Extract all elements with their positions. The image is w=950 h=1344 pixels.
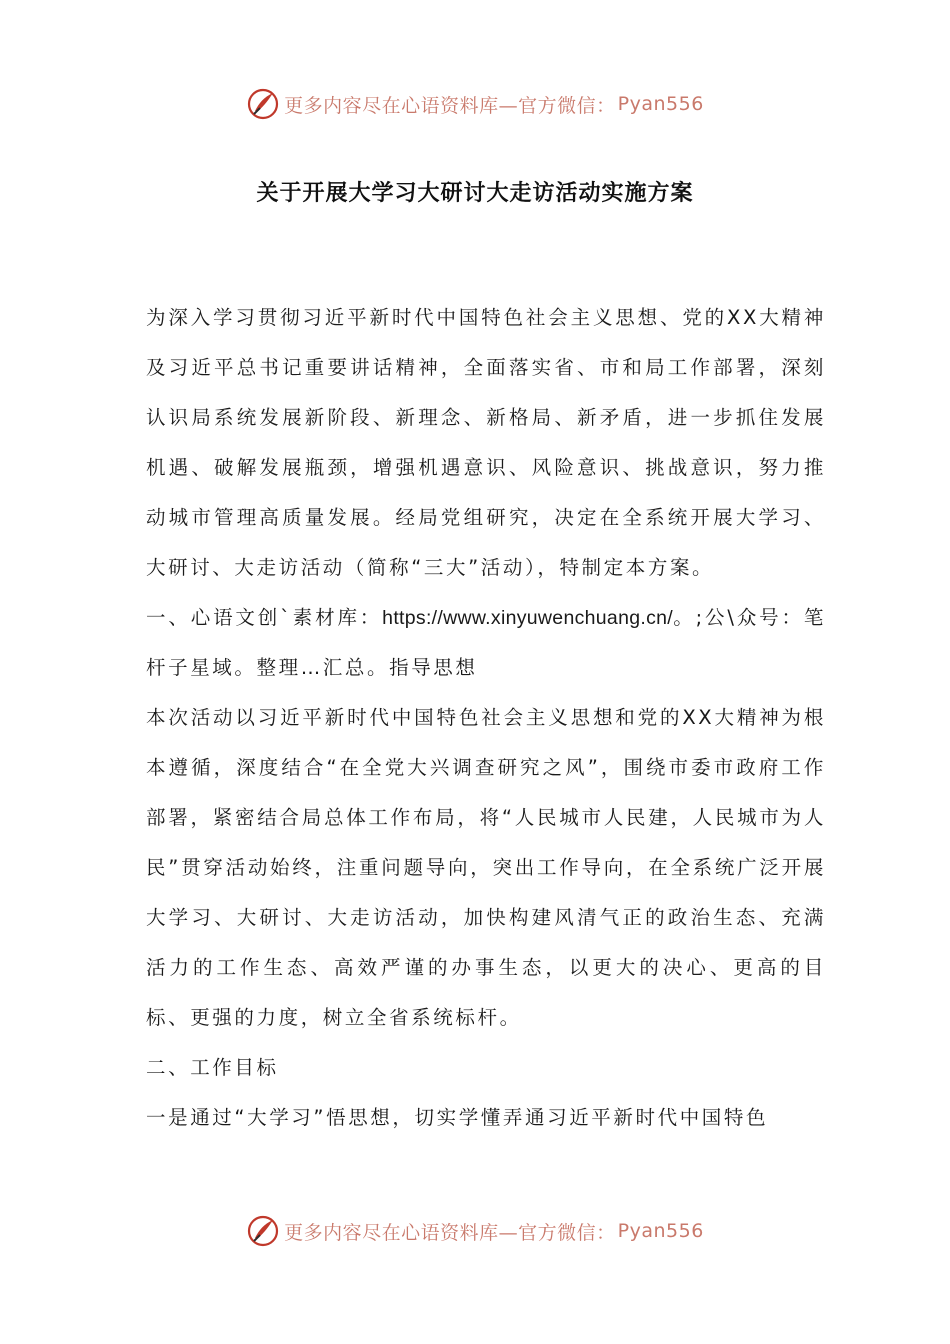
section2-paragraph: 一是通过“大学习”悟思想，切实学懂弄通习近平新时代中国特色 (146, 1106, 769, 1129)
section1-suffix: 。;公\众号：笔杆子星域。整理…汇总。指导思想 (146, 606, 826, 679)
section2-heading: 二、工作目标 (146, 1056, 279, 1079)
footer-banner-text: 更多内容尽在心语资料库—官方微信： (284, 1221, 616, 1244)
document-title: 关于开展大学习大研讨大走访活动实施方案 (256, 181, 694, 206)
intro-paragraph: 为深入学习贯彻习近平新时代中国特色社会主义思想、党的XX大精神及习近平总书记重要讲话精神，全面落实省、市和局工作部署，深刻认识局系统发展新阶段、新理念、新格局、新矛盾，进一步抓住发展机遇、破解发展瓶颈，增强机遇意识、风险意识、挑战意识，努力推动城市管理高质量发展。经局党组研究，决定在全系统开展大学习、大研讨、大走访活动（简称“三大”活动），特制定本方案。 (146, 306, 826, 579)
section1-heading (146, 593, 826, 693)
source-url-link[interactable]: https://www.xinyuwenchuang.cn/ (382, 607, 673, 629)
document-body (146, 293, 826, 1143)
section1-paragraph: 本次活动以习近平新时代中国特色社会主义思想和党的XX大精神为根本遵循，深度结合“在全党大兴调查研究之风”，围绕市委市政府工作部署，紧密结合局总体工作布局，将“人民城市人民建，人民城市为人民”贯穿活动始终，注重问题导向，突出工作导向，在全系统广泛开展大学习、大研讨、大走访活动，加快构建风清气正的政治生态、充满活力的工作生态、高效严谨的办事生态，以更大的决心、更高的目标、更强的力度，树立全省系统标杆。 (146, 706, 826, 1029)
section1-prefix: 一、心语文创`素材库： (146, 606, 383, 629)
footer-wechat-id: Pyan556 (617, 1220, 704, 1242)
header-wechat-id: Pyan556 (617, 93, 704, 115)
quill-logo-icon (246, 87, 280, 121)
header-banner (0, 84, 950, 124)
quill-logo-icon (246, 1214, 280, 1248)
header-banner-text: 更多内容尽在心语资料库—官方微信： (284, 94, 616, 117)
footer-banner (0, 1211, 950, 1251)
